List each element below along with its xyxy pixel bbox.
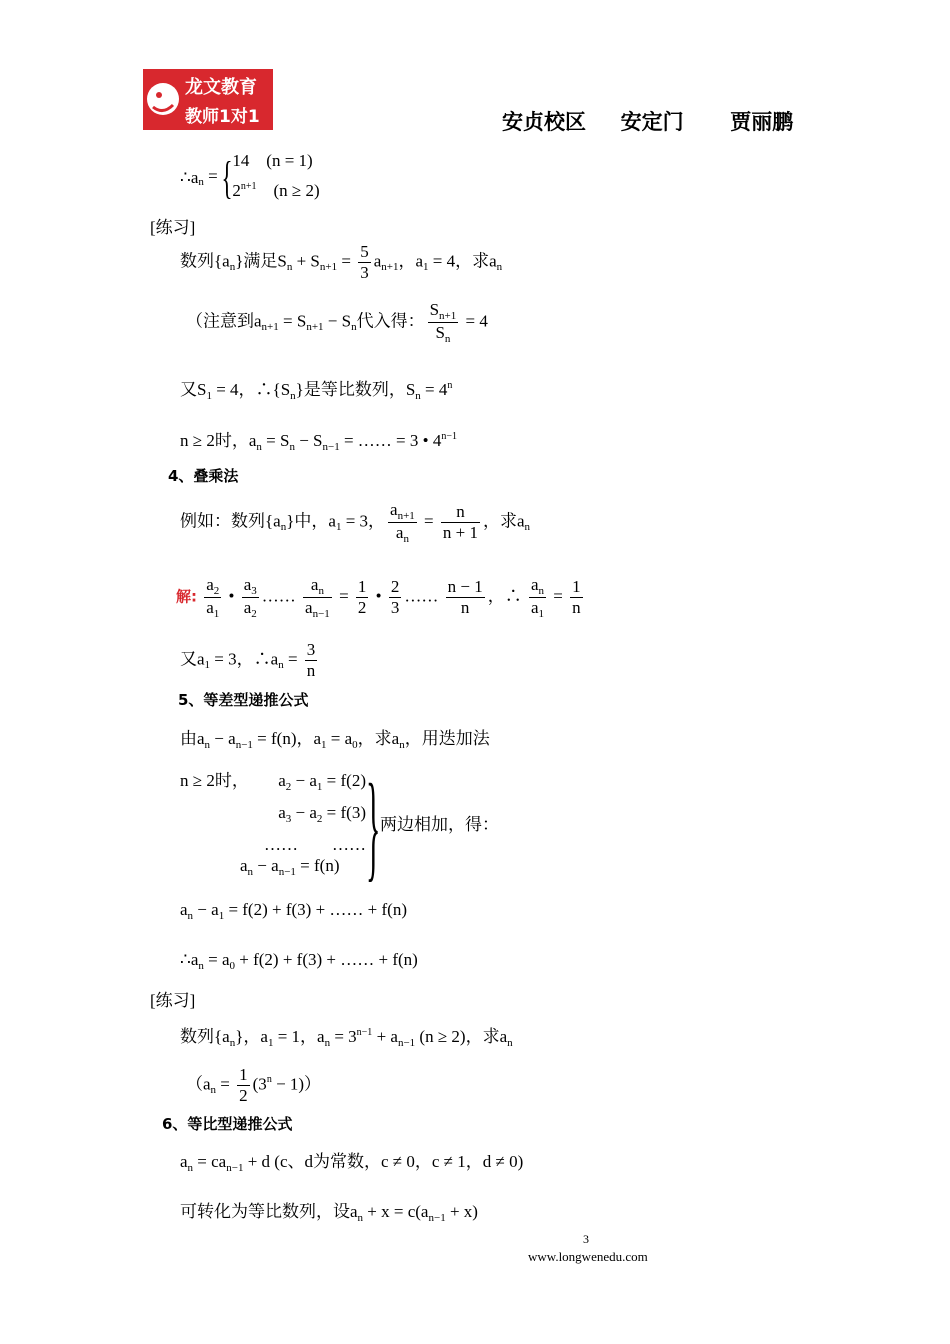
logo-text-bottom: 教师1对1 [185,107,260,127]
sum-result-2: $\therefore a_n = a_0 + f(2) + f(3)$ + …… + f(n) [180,950,418,972]
solution-4: 解: $\frac{a_2}{a_1}$ • $\frac{a_3}{a_2}$ …… $\frac{a_n}{a_{n-1}}$ = $\frac{1}{2}$ • $\frac{2}{3}$ …… $\frac{n - 1}{n}$ ，∴ $\frac{a_n}{a_1}$ = $\frac{1}{n}$ [176,575,581,620]
line-n2: n ≥ 2时，$a_n = S_n - S_{n-1}$ = …… = 3 • $4^{n-1}$ [180,431,457,453]
hint-1: （注意到$a_{n+1} = S_{n+1} - S_n$代入得： $\frac{S_{n+1}}{S_n}$ = 4 [186,300,488,345]
sum-result-1: $a_n - a_1 = f(2) + f(3)$ + …… + f(n) [180,900,407,922]
example-6: $a_n = ca_{n-1} + d$ (c、d为常数，c ≠ 0，c ≠ 1，d ≠ 0) [180,1152,524,1174]
campus-name: 安贞校区 [502,110,586,134]
practice-label-2: [练习] [150,991,196,1010]
right-brace: } [366,759,381,892]
answer-5b: （$a_n$ = $\frac{1}{2}$ $(3^n - 1)$） [186,1065,322,1105]
sum-system: $a_2 - a_1 = f(2)$ $a_3 - a_2 = f(3)$ …… …… [264,771,366,854]
footer-website: www.longwenedu.com [528,1249,648,1264]
solution-label: 解: [176,587,197,606]
logo-text-top: 龙文教育 [185,77,257,98]
location-name: 安定门 [620,110,684,134]
result-4: 又$a_1 = 3$，$\therefore a_n$ = $\frac{3}{n}$ [180,640,316,680]
line-s1: 又$S_1 = 4$，$\therefore\{S_n\}$是等比数列，$S_n = 4^n$ [180,380,453,402]
brand-logo [143,69,273,130]
section-6-title: 6、等比型递推公式 [162,1115,293,1133]
section-5-title: 5、等差型递推公式 [178,691,309,709]
page-number: 3 [583,1232,589,1246]
sum-head: n ≥ 2时， [180,771,249,790]
header-info [502,106,793,136]
teacher-name: 贾丽鹏 [730,110,794,134]
sum-last-row: $a_n - a_{n-1} = f(n)$ [240,856,340,878]
exercise-5b: 数列$\{a_n\}$，$a_1 = 1$，$a_n = 3^{n-1} + a_{n-1}$ (n ≥ 2)，求$a_n$ [180,1027,513,1049]
practice-label-1: [练习] [150,218,196,237]
section-4-title: 4、叠乘法 [168,467,239,485]
example-5: 由$a_n - a_{n-1} = f(n)$，$a_1 = a_0$，求$a_n$，用迭加法 [180,729,490,751]
sum-note: 两边相加，得： [380,815,499,834]
exercise-1: 数列$\{a_n\}$满足$S_n + S_{n+1}$ = $\frac{5}{3}$ $a_{n+1}$，$a_1 = 4$，求$a_n$ [180,242,503,282]
example-6b: 可转化为等比数列，设$a_n + x = c(a_{n-1} + x)$ [180,1202,478,1224]
example-4: 例如：数列$\{a_n\}$中，$a_1 = 3$， $\frac{a_{n+1}}{a_n}$ = $\frac{n}{n + 1}$ ，求$a_n$ [180,500,531,545]
piecewise-result: $\therefore a_n$ = { 14 (n = 1) $2^{n+1}$ (n ≥ 2) [180,146,320,209]
case-one: 14 (n = 1) [232,151,313,170]
